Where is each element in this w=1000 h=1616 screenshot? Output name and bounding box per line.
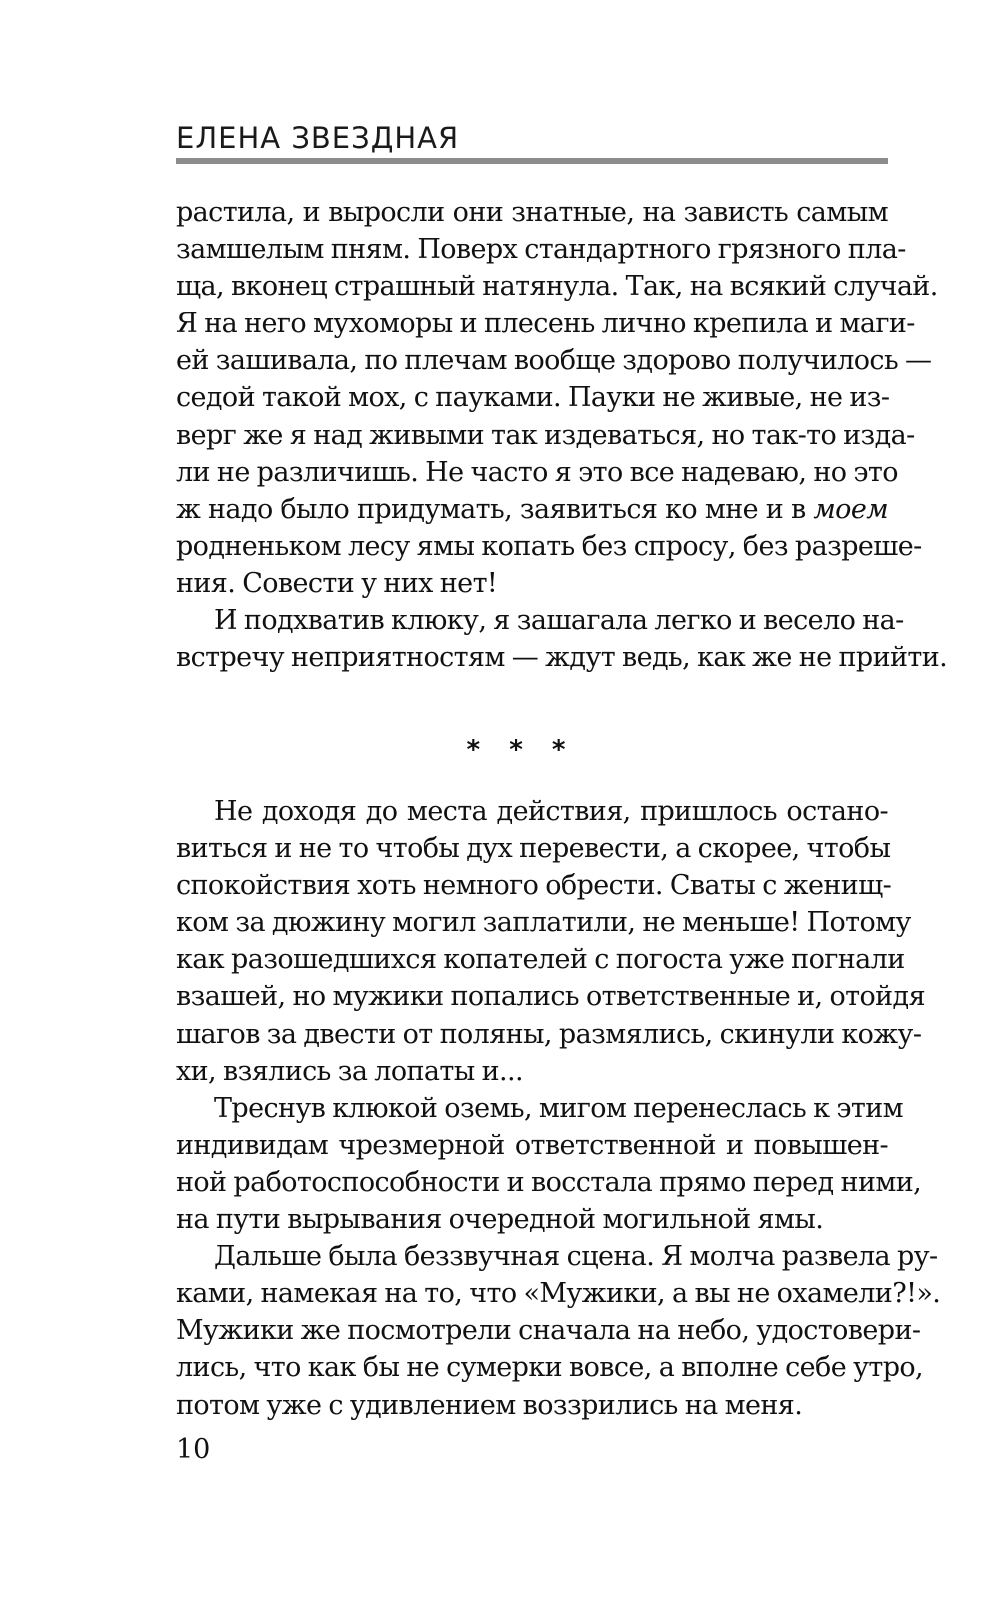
text-line: индивидам чрезмерной ответственной и повышен- <box>176 1129 888 1161</box>
text-line: спокойствия хоть немного обрести. Сваты с женищ- <box>176 870 892 902</box>
text-line: на пути вырывания очередной могильной ямы. <box>176 1204 824 1236</box>
text-line: Треснув клюкой оземь, мигом перенеслась к этим <box>214 1092 904 1124</box>
text-line: ей зашивала, по плечам вообще здорово получилось — <box>176 345 932 377</box>
text-line: ной работоспособности и восстала прямо перед ними, <box>176 1166 922 1198</box>
header-rule <box>176 158 888 164</box>
text-line: замшелым пням. Поверх стандартного грязного пла- <box>176 234 906 266</box>
running-head-author: ЕЛЕНА ЗВЕЗДНАЯ <box>176 121 460 155</box>
text-line: ками, намекая на то, что «Мужики, а вы не охамели?!». <box>176 1278 941 1310</box>
text-line: ком за дюжину могил заплатили, не меньше! Потому <box>176 907 911 939</box>
section-separator: * * * <box>466 735 576 765</box>
text-line: верг же я над живыми так издеваться, но так-то изда- <box>176 419 915 451</box>
text-line: хи, взялись за лопаты и... <box>176 1055 523 1087</box>
text-line: взашей, но мужики попались ответственные и, отойдя <box>176 981 926 1013</box>
text-line: как разошедшихся копателей с погоста уже погнали <box>176 944 905 976</box>
text-line: И подхватив клюку, я зашагала легко и весело на- <box>214 605 904 637</box>
text-line: ли не различишь. Не часто я это все надеваю, но это <box>176 456 898 488</box>
text-block-bottom <box>176 793 941 1424</box>
text-line: Дальше была беззвучная сцена. Я молча развела ру- <box>214 1241 938 1273</box>
text-line: Я на него мухоморы и плесень лично крепила и маги- <box>176 308 915 340</box>
paragraph <box>176 793 926 1090</box>
paragraph <box>176 1238 941 1423</box>
text-line: родненьком лесу ямы копать без спросу, без разреше- <box>176 530 922 562</box>
text-line: шагов за двести от поляны, размялись, скинули кожу- <box>176 1018 922 1050</box>
text-line: виться и не то чтобы дух перевести, а скорее, чтобы <box>176 833 891 865</box>
text-line: Не доходя до места действия, пришлось остано- <box>214 796 888 827</box>
paragraph <box>176 602 948 676</box>
italic-word: моем <box>813 493 888 525</box>
text-line: лись, что как бы не сумерки вовсе, а вполне себе утро, <box>176 1352 924 1384</box>
text-line: седой такой мох, с пауками. Пауки не живые, не из- <box>176 382 890 414</box>
text-line: растила, и выросли они знатные, на зависть самым <box>176 197 888 228</box>
text-line: ща, вконец страшный натянула. Так, на всякий случай. <box>176 271 938 303</box>
text-line: Мужики же посмотрели сначала на небо, удостовери- <box>176 1315 921 1347</box>
paragraph <box>176 1090 922 1238</box>
text-line: встречу неприятностям — ждут ведь, как же не прийти. <box>176 642 948 674</box>
text-line: ния. Совести у них нет! <box>176 567 498 599</box>
text-line: потом уже с удивлением воззрились на меня. <box>176 1389 803 1421</box>
text-span: ж надо было придумать, заявиться ко мне и в <box>176 493 806 525</box>
text-line-with-italic <box>176 491 888 528</box>
page-number: 10 <box>176 1434 211 1465</box>
paragraph <box>176 194 938 602</box>
text-block-top <box>176 194 948 676</box>
